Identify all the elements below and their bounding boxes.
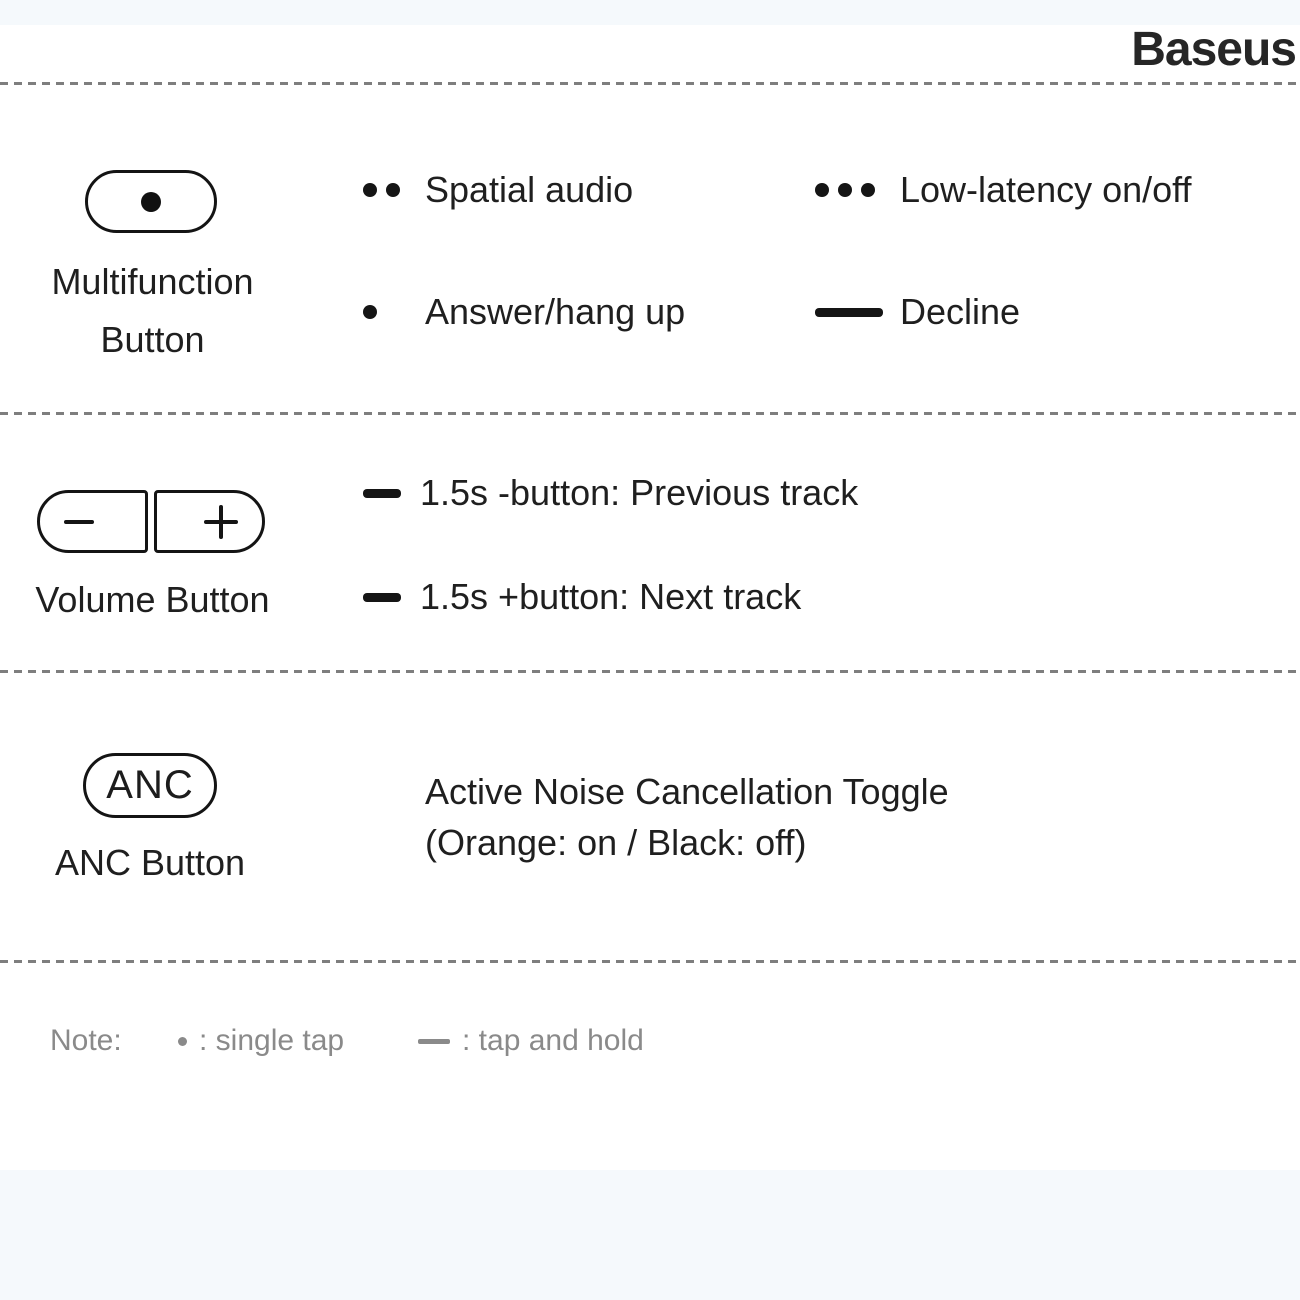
function-row-decline	[815, 290, 1020, 334]
one-dot-icon	[178, 1037, 187, 1046]
brand-logo: Baseus	[1131, 23, 1296, 76]
dashed-separator	[0, 960, 1300, 963]
dash-icon	[363, 593, 420, 602]
volume-plus-button-illustration	[154, 490, 265, 553]
volume-button-label: Volume Button	[35, 579, 270, 620]
function-text: 1.5s -button: Previous track	[420, 472, 859, 513]
dashed-separator	[0, 670, 1300, 673]
function-text: 1.5s +button: Next track	[420, 576, 802, 617]
anc-description-line2: (Orange: on / Black: off)	[425, 822, 807, 863]
dash-icon	[363, 489, 420, 498]
multifunction-label-line2: Button	[100, 319, 205, 360]
dash-icon	[815, 308, 900, 317]
function-row-previous-track	[363, 471, 858, 515]
note-single-tap-text: : single tap	[199, 1024, 345, 1057]
top-strip	[0, 0, 1300, 25]
anc-description-line1: Active Noise Cancellation Toggle	[425, 771, 949, 812]
note-single-tap	[178, 1020, 344, 1062]
function-text: Spatial audio	[425, 169, 634, 210]
note-tap-and-hold	[418, 1020, 644, 1062]
function-row-low-latency	[815, 168, 1192, 212]
dashed-separator	[0, 82, 1300, 85]
one-dot-icon	[363, 305, 425, 319]
anc-button-text: ANC	[106, 763, 194, 807]
function-text: Decline	[900, 291, 1021, 332]
multifunction-button-label	[30, 253, 275, 369]
three-dots-icon	[815, 183, 900, 197]
anc-description	[425, 766, 949, 868]
single-dot-icon	[141, 192, 161, 212]
function-row-next-track	[363, 575, 801, 619]
note-tap-and-hold-text: : tap and hold	[462, 1024, 644, 1057]
plus-icon	[204, 505, 238, 539]
dash-icon	[418, 1039, 450, 1044]
bottom-strip	[0, 1170, 1300, 1300]
function-text: Low-latency on/off	[900, 169, 1192, 210]
function-text: Answer/hang up	[425, 291, 686, 332]
function-row-answer-hangup	[363, 290, 685, 334]
multifunction-label-line1: Multifunction	[51, 261, 254, 302]
anc-button-label: ANC Button	[54, 842, 246, 883]
note-legend	[0, 1020, 1300, 1062]
note-label: Note:	[50, 1024, 122, 1057]
function-row-spatial-audio	[363, 168, 633, 212]
anc-button-illustration	[83, 753, 217, 818]
two-dots-icon	[363, 183, 425, 197]
dashed-separator	[0, 412, 1300, 415]
minus-icon	[64, 520, 94, 524]
multifunction-button-illustration	[85, 170, 217, 233]
volume-minus-button-illustration	[37, 490, 148, 553]
